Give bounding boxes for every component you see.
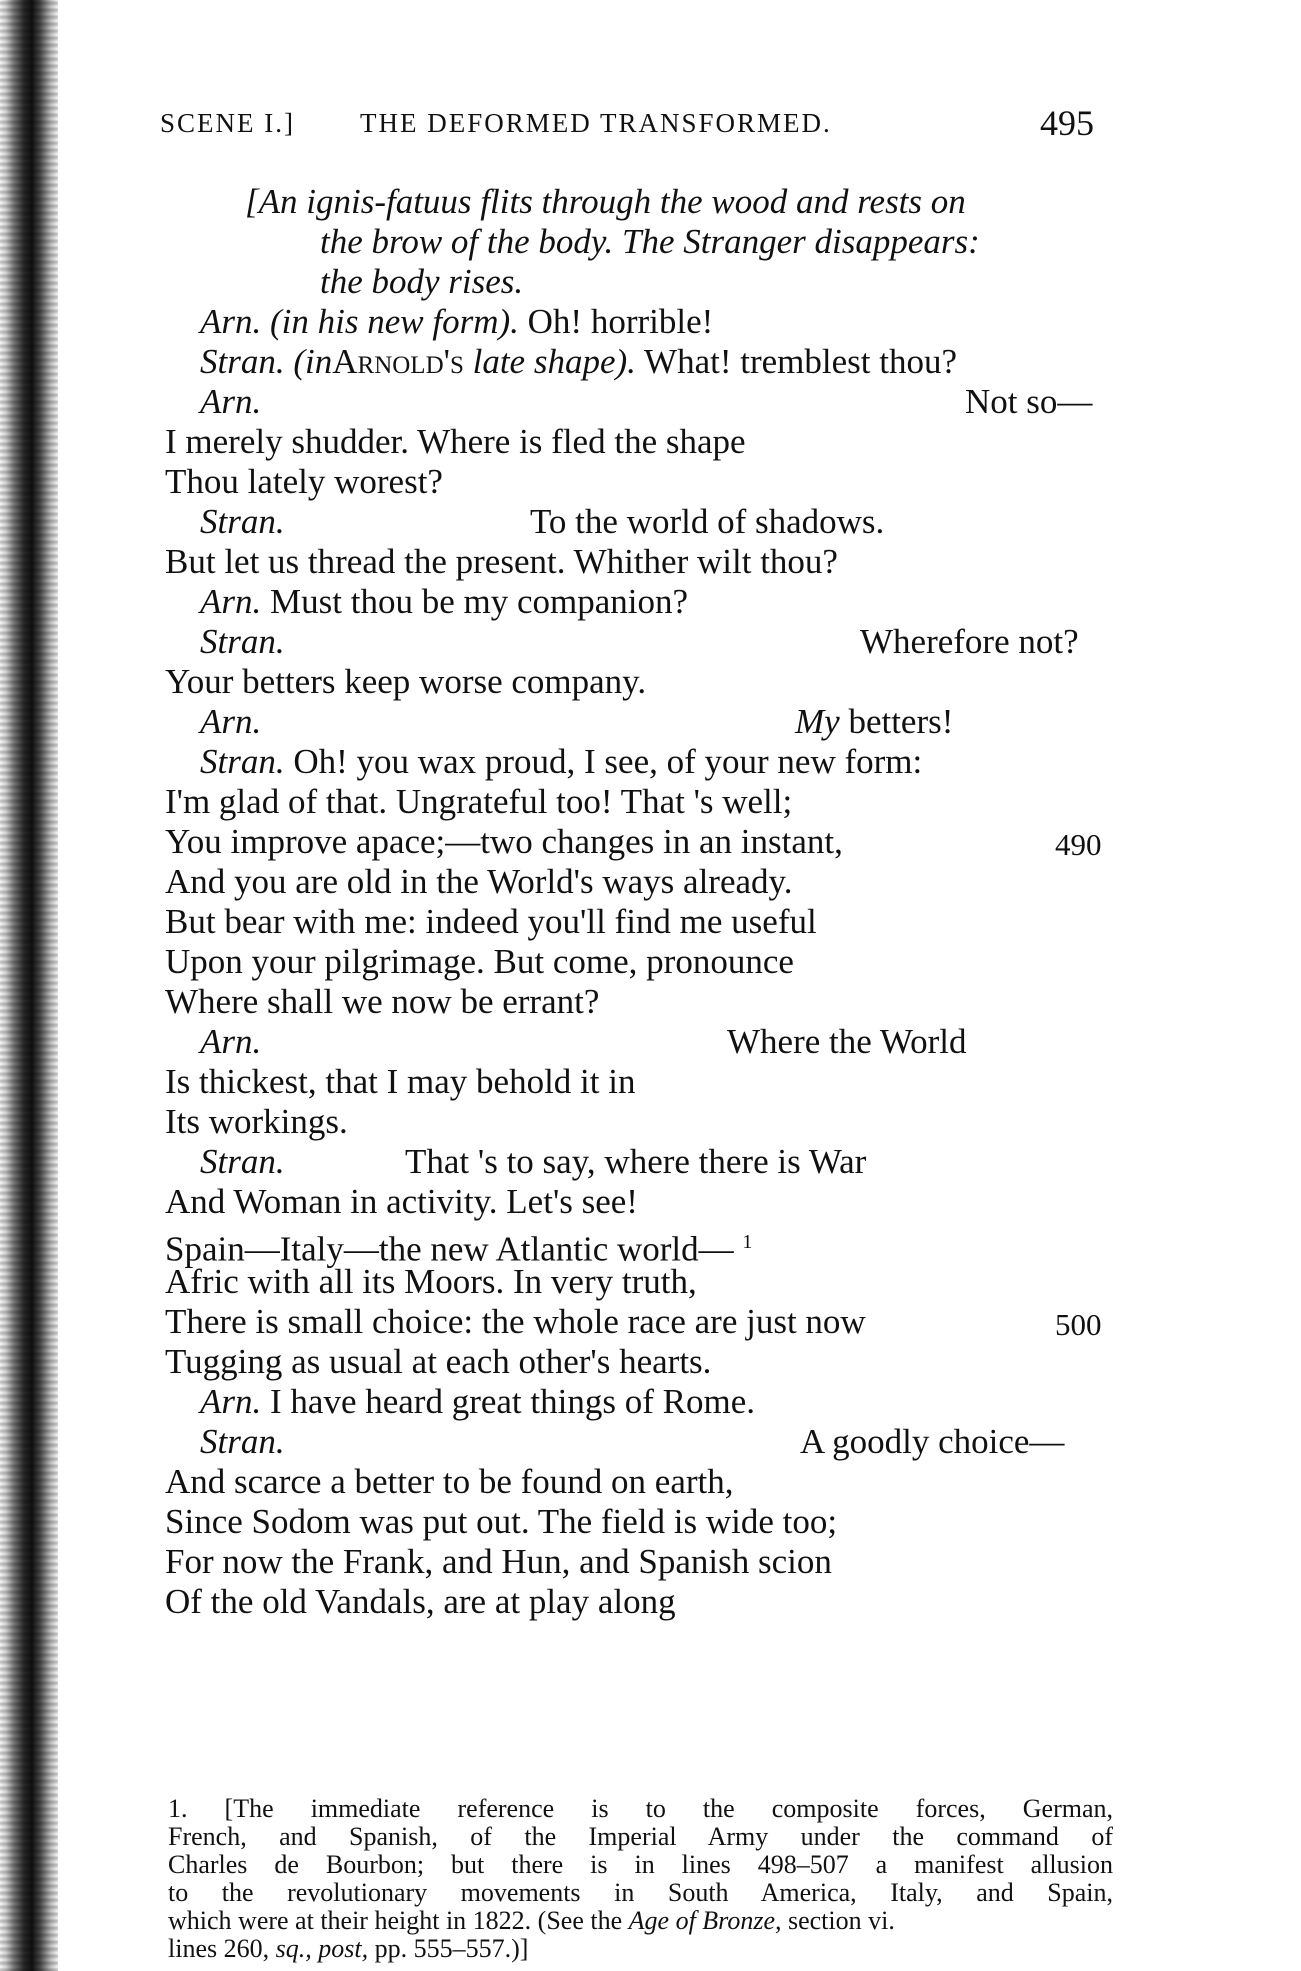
footnote-text: section vi. [787, 1906, 895, 1935]
verse-line [200, 1422, 1120, 1462]
scene-label: SCENE I.] [160, 108, 295, 138]
footnote-text: lines 260, [168, 1934, 270, 1963]
running-title: THE DEFORMED TRANSFORMED. [360, 108, 832, 138]
speech: Must thou be my companion? [270, 582, 689, 621]
speech: To the world of shadows. [530, 502, 885, 541]
verse-line: You improve apace;—two changes in an instant, [165, 822, 843, 861]
verse-line [200, 342, 957, 382]
speaker-stran: Stran. [200, 502, 285, 541]
line-number: 500 [1055, 1307, 1102, 1342]
speaker-stran: Stran. [200, 622, 285, 661]
verse-line: And scarce a better to be found on earth, [165, 1462, 734, 1501]
verse-line: There is small choice: the whole race are just now [165, 1302, 866, 1341]
verse-line: I merely shudder. Where is fled the shape [165, 422, 746, 461]
verse-line [200, 502, 1100, 542]
footnote-line: 1. [The immediate reference is to the composite forces, German, [168, 1794, 1113, 1823]
speaker-arn: Arn. [200, 702, 262, 741]
verse-text: Spain—Italy—the new Atlantic world— [165, 1229, 734, 1269]
stage-direction-line: the brow of the body. The Stranger disappears: [320, 222, 980, 261]
verse-line [200, 1382, 755, 1422]
verse-line: But let us thread the present. Whither wilt thou? [165, 542, 838, 581]
verse-line [200, 622, 1120, 662]
verse-line: For now the Frank, and Hun, and Spanish scion [165, 1542, 832, 1581]
verse-line [200, 702, 1120, 742]
stage-direction: (in his new form). [270, 302, 519, 341]
speech: Where the World [727, 1022, 967, 1061]
footnote-line [168, 1935, 1113, 1963]
footnote-line: Charles de Bourbon; but there is in lines 498–507 a manifest allusion [168, 1850, 1113, 1879]
speech: Oh! horrible! [527, 302, 714, 341]
speech: I have heard great things of Rome. [270, 1382, 755, 1421]
stage-direction: late shape). [472, 342, 636, 381]
stage-direction-line: [An ignis-fatuus flits through the wood and rests on [245, 182, 966, 221]
verse-line: Tugging as usual at each other's hearts. [165, 1342, 712, 1381]
footnote [168, 1795, 1113, 1963]
footnote-text: which were at their height in 1822. (See the [168, 1906, 623, 1935]
speaker-stran: Stran. [200, 342, 285, 381]
stage-direction: (in [293, 342, 333, 381]
verse-line: Your betters keep worse company. [165, 662, 647, 701]
line-number: 490 [1055, 827, 1102, 862]
speech: betters! [848, 702, 954, 741]
footnote-abbrev: post, [318, 1934, 369, 1963]
speech: Not so— [965, 382, 1093, 421]
character-name: Arnold's [332, 342, 464, 381]
verse-line: Thou lately worest? [165, 462, 443, 501]
stage-direction-line: the body rises. [320, 262, 524, 301]
verse-line [200, 582, 688, 622]
footnote-line: French, and Spanish, of the Imperial Army under the command of [168, 1822, 1113, 1851]
verse-line: And you are old in the World's ways already. [165, 862, 793, 901]
verse-line: But bear with me: indeed you'll find me useful [165, 902, 817, 941]
verse-line [165, 1222, 753, 1269]
footnote-line: to the revolutionary movements in South America, Italy, and Spain, [168, 1878, 1113, 1907]
speaker-arn: Arn. [200, 1382, 262, 1421]
speaker-stran: Stran. [200, 1422, 285, 1461]
footnote-reference: 1 [742, 1231, 753, 1253]
speaker-stran: Stran. [200, 1142, 285, 1181]
emphasis: My [795, 702, 840, 741]
footnote-text: pp. 555–557.)] [374, 1934, 529, 1963]
speaker-arn: Arn. [200, 382, 262, 421]
speech: That 's to say, where there is War [405, 1142, 867, 1181]
footnote-title: Age of Bronze, [628, 1906, 782, 1935]
page-number: 495 [1040, 103, 1094, 143]
verse-line [200, 1022, 1100, 1062]
verse-line: Is thickest, that I may behold it in [165, 1062, 636, 1101]
speaker-arn: Arn. [200, 582, 262, 621]
book-binding-edge [0, 0, 58, 1971]
verse-line: Where shall we now be errant? [165, 982, 600, 1021]
footnote-line [168, 1907, 1113, 1935]
verse-line [200, 382, 1100, 422]
verse-line: Afric with all its Moors. In very truth, [165, 1262, 697, 1301]
running-header [160, 103, 1120, 148]
verse-line: And Woman in activity. Let's see! [165, 1182, 638, 1221]
speech: What! tremblest thou? [644, 342, 957, 381]
verse-line [200, 742, 922, 782]
footnote-abbrev: sq., [275, 1934, 312, 1963]
verse-line: Its workings. [165, 1102, 348, 1141]
speaker-arn: Arn. [200, 302, 262, 341]
verse-line: Of the old Vandals, are at play along [165, 1582, 676, 1621]
speech: Oh! you wax proud, I see, of your new form: [293, 742, 923, 781]
verse-line: I'm glad of that. Ungrateful too! That 's well; [165, 782, 793, 821]
verse-line [200, 302, 713, 342]
verse-line [200, 1142, 1100, 1182]
verse-line: Upon your pilgrimage. But come, pronounce [165, 942, 794, 981]
speech: Wherefore not? [860, 622, 1079, 661]
speaker-arn: Arn. [200, 1022, 262, 1061]
verse-line: Since Sodom was put out. The field is wide too; [165, 1502, 838, 1541]
speaker-stran: Stran. [200, 742, 285, 781]
speech: A goodly choice— [800, 1422, 1065, 1461]
